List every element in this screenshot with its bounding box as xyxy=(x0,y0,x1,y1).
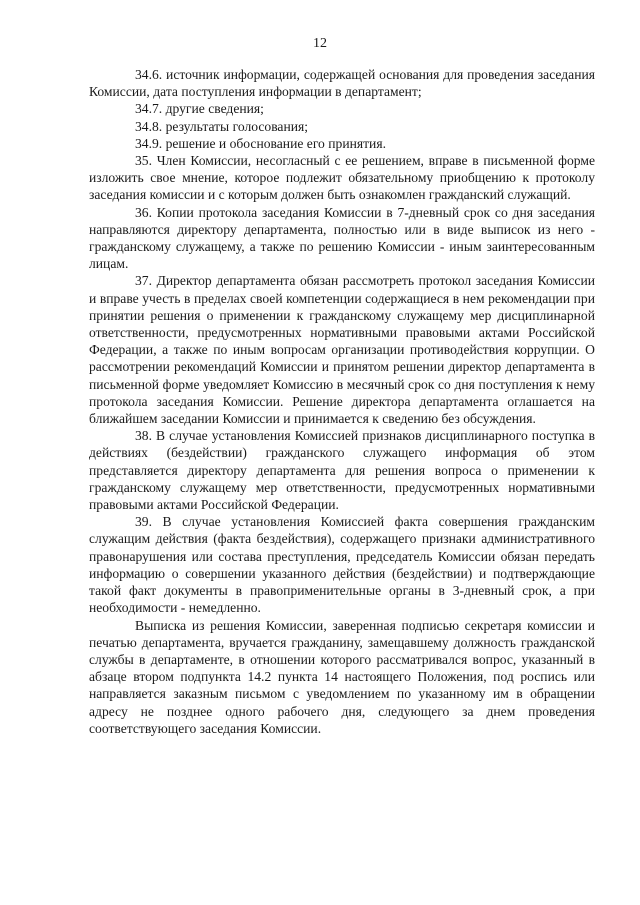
document-body xyxy=(89,66,595,737)
paragraph-34-8: 34.8. результаты голосования; xyxy=(135,118,309,134)
paragraph-34-6: 34.6. источник информации, содержащей основания для проведения заседания Комиссии, дата поступления информации в департамент; xyxy=(89,67,595,100)
paragraph-35: 35. Член Комиссии, несогласный с ее решением, вправе в письменной форме изложить свое мнение, которое подлежит обязательному приобщению к протоколу заседания комиссии и с которым должен быть ознакомлен гражданский служащий. xyxy=(89,153,595,203)
paragraph-34-9: 34.9. решение и обоснование его принятия. xyxy=(135,135,386,151)
paragraph-39: 39. В случае установления Комиссией факта совершения гражданским служащим действия (факта бездействия), содержащего признаки административного правонарушения или состава преступления, председатель Комиссии обязан передать информацию о совершении указанного действия (бездействии) и подтверждающие такой факт документы в правоприменительные органы в 3-дневный срок, а при необходимости - немедленно. xyxy=(89,514,595,616)
paragraph-38: 38. В случае установления Комиссией признаков дисциплинарного поступка в действиях (бездействии) гражданского служащего информация об этом представляется директору департамента для решения вопроса о применении к гражданскому служащему мер ответственности, предусмотренных нормативными правовыми актами Российской Федерации. xyxy=(89,428,595,513)
paragraph-34-7: 34.7. другие сведения; xyxy=(135,101,264,117)
paragraph-36: 36. Копии протокола заседания Комиссии в 7-дневный срок со дня заседания направляются директору департамента, полностью или в виде выписок из него - гражданскому служащему, а также по решению Комиссии - иным заинтересованным лицам. xyxy=(89,204,595,272)
paragraph-37: 37. Директор департамента обязан рассмотреть протокол заседания Комиссии и вправе учесть в пределах своей компетенции содержащиеся в нем рекомендации при принятии решения о применении к гражданскому служащему мер дисциплинарной ответственности, предусмотренных нормативными правовыми актами Российской Федерации, а также по иным вопросам организации противодействия коррупции. О рассмотрении рекомендаций Комиссии и принятом решении директор департамента в письменной форме уведомляет Комиссию в месячный срок со дня поступления к нему протокола заседания Комиссии. Решение директора департамента оглашается на ближайшем заседании Комиссии и принимается к сведению без обсуждения. xyxy=(89,273,595,427)
paragraph-extract: Выписка из решения Комиссии, заверенная подписью секретаря комиссии и печатью департамента, вручается гражданину, замещавшему должность гражданской службы в департаменте, в отношении которого рассматривался вопрос, указанный в абзаце втором подпункта 14.2 пункта 14 настоящего Положения, под роспись или направляется заказным письмом с уведомлением по указанному им в обращении адресу не позднее одного рабочего дня, следующего за днем проведения соответствующего заседания Комиссии. xyxy=(89,617,595,736)
page-number: 12 xyxy=(313,36,327,51)
